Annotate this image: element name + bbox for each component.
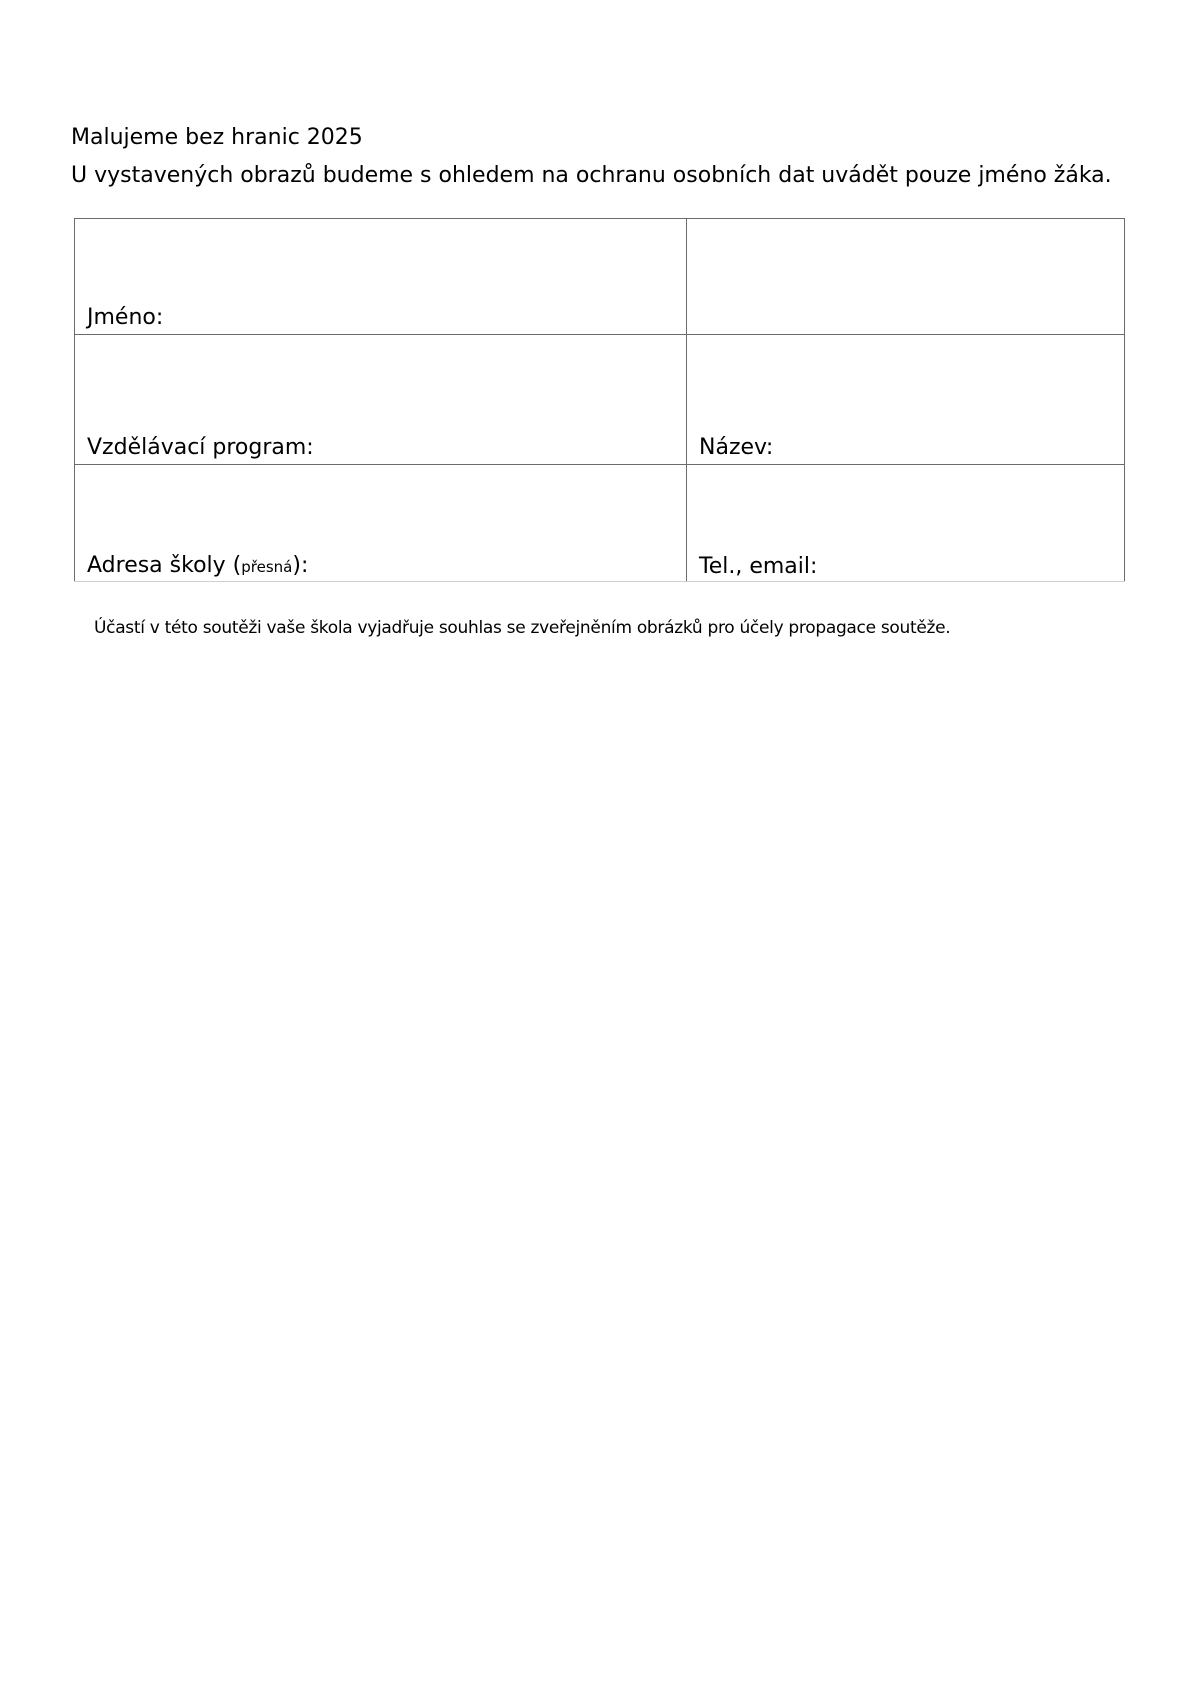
artwork-title-field-cell[interactable] xyxy=(687,335,1125,464)
address-field-cell[interactable] xyxy=(75,464,687,581)
form-row-program xyxy=(75,335,1125,464)
form-row-address xyxy=(75,464,1125,581)
address-label: Adresa školy ( xyxy=(87,553,242,578)
page-title: Malujeme bez hranic 2025 xyxy=(71,125,363,150)
empty-field-cell[interactable] xyxy=(687,219,1125,335)
address-label-end: ): xyxy=(292,553,309,578)
form-row-name xyxy=(75,219,1125,335)
address-label-note: přesná xyxy=(241,558,293,576)
entry-form-table xyxy=(74,218,1125,582)
program-label: Vzdělávací program: xyxy=(87,434,314,460)
contact-label: Tel., email: xyxy=(699,554,818,579)
name-field-cell[interactable] xyxy=(75,219,687,335)
name-label: Jméno: xyxy=(87,305,164,331)
contact-field-cell[interactable] xyxy=(687,464,1125,581)
consent-statement: Účastí v této soutěži vaše škola vyjadřuje souhlas se zveřejněním obrázků pro účely propagace soutěže. xyxy=(94,618,951,638)
artwork-title-label: Název: xyxy=(699,434,774,460)
program-field-cell[interactable] xyxy=(75,335,687,464)
privacy-notice: U vystavených obrazů budeme s ohledem na ochranu osobních dat uvádět pouze jméno žáka. xyxy=(71,163,1112,188)
